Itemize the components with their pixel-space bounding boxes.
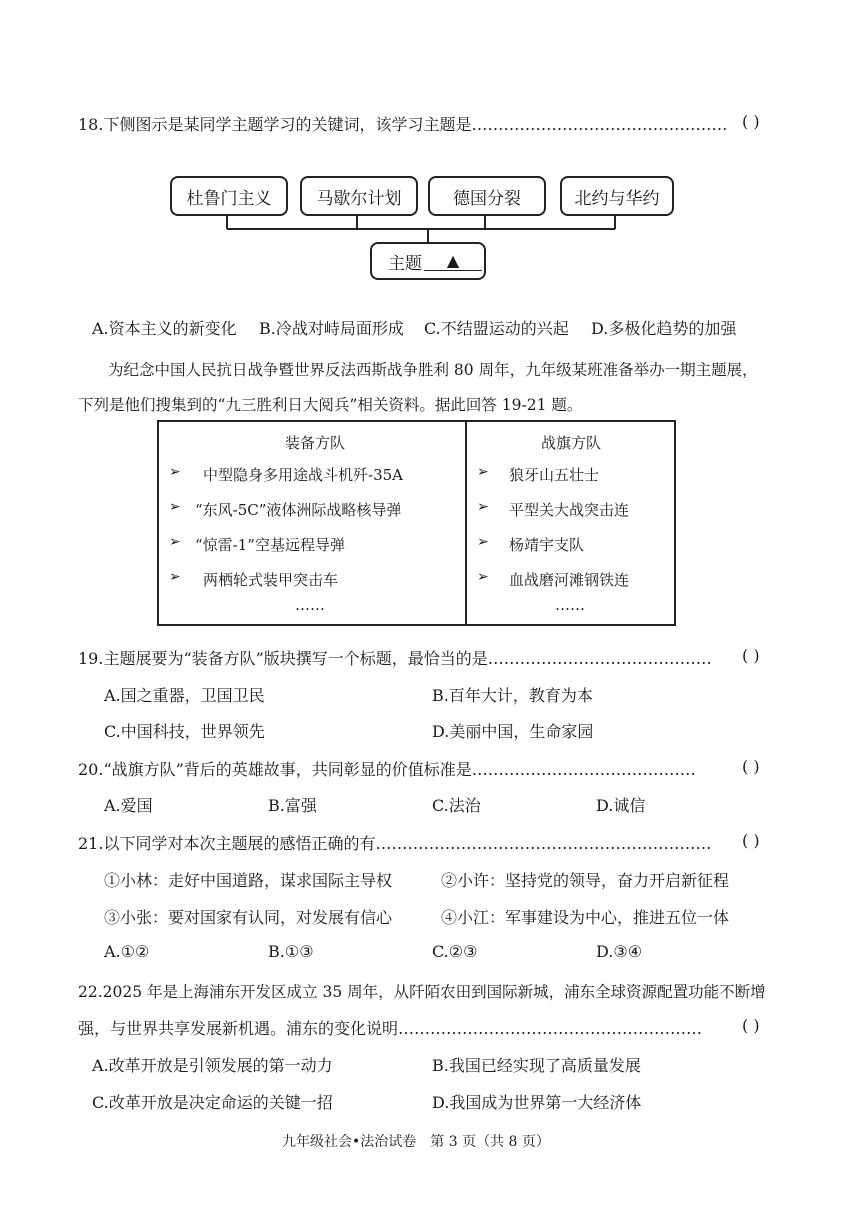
q19-stem: 19.主题展要为“装备方队”版块撰写一个标题，最恰当的是…………………………………… bbox=[78, 649, 712, 668]
flag-item: 杨靖宇支队 bbox=[509, 536, 585, 554]
equipment-item: 两栖轮式装甲突击车 bbox=[203, 571, 339, 589]
q22-option-b: B.我国已经实现了高质量发展 bbox=[432, 1056, 641, 1075]
bullet-arrow-icon: ➢ bbox=[169, 464, 181, 480]
bullet-arrow-icon: ➢ bbox=[169, 499, 181, 515]
q19-option-b: B.百年大计，教育为本 bbox=[432, 686, 593, 705]
flag-header: 战旗方队 bbox=[541, 434, 602, 452]
q20-answer-paren: ( ) bbox=[742, 757, 760, 776]
parade-table bbox=[157, 420, 676, 626]
equipment-item: 中型隐身多用途战斗机歼-35A bbox=[203, 466, 403, 484]
flag-item: 狼牙山五壮士 bbox=[509, 466, 600, 484]
table-divider bbox=[465, 422, 467, 624]
q21-option-c: C.②③ bbox=[432, 942, 478, 961]
flag-ellipsis: …… bbox=[555, 596, 585, 614]
q22-stem-line-1: 22.2025 年是上海浦东开发区成立 35 周年，从阡陌农田到国际新城，浦东全球资源配置功能不断增 bbox=[78, 983, 766, 1001]
bullet-arrow-icon: ➢ bbox=[477, 499, 489, 515]
q18-option-a: A.资本主义的新变化 bbox=[92, 319, 237, 338]
bullet-arrow-icon: ➢ bbox=[477, 569, 489, 585]
q22-option-d: D.我国成为世界第一大经济体 bbox=[432, 1093, 642, 1112]
equipment-item: “惊雷-1”空基远程导弹 bbox=[195, 536, 345, 554]
q19-option-c: C.中国科技，世界领先 bbox=[104, 722, 265, 741]
page-footer: 九年级社会•法治试卷 第 3 页（共 8 页） bbox=[282, 1134, 550, 1150]
q19-option-d: D.美丽中国，生命家园 bbox=[432, 722, 594, 741]
q21-statement-1: ①小林：走好中国道路，谋求国际主导权 bbox=[104, 871, 393, 890]
equipment-header: 装备方队 bbox=[285, 434, 346, 452]
q21-option-d: D.③④ bbox=[596, 942, 643, 961]
q20-stem: 20.“战旗方队”背后的英雄故事，共同彰显的价值标准是…………………………………… bbox=[78, 760, 696, 779]
q21-answer-paren: ( ) bbox=[742, 831, 760, 850]
q21-statement-2: ②小许：坚持党的领导，奋力开启新征程 bbox=[441, 871, 730, 890]
q21-statement-3: ③小张：要对国家有认同，对发展有信心 bbox=[104, 908, 393, 927]
q21-stem: 21.以下同学对本次主题展的感悟正确的有……………………………………………………… bbox=[78, 834, 712, 853]
q18-option-c: C.不结盟运动的兴起 bbox=[424, 319, 569, 338]
keyword-box-4: 北约与华约 bbox=[560, 176, 674, 216]
q20-option-d: D.诚信 bbox=[596, 796, 646, 815]
bullet-arrow-icon: ➢ bbox=[477, 534, 489, 550]
flag-item: 平型关大战突击连 bbox=[509, 501, 630, 519]
q20-option-b: B.富强 bbox=[268, 796, 317, 815]
keyword-box-1: 杜鲁门主义 bbox=[170, 176, 288, 216]
bullet-arrow-icon: ➢ bbox=[169, 534, 181, 550]
q20-option-a: A.爱国 bbox=[104, 796, 153, 815]
q18-option-d: D.多极化趋势的加强 bbox=[591, 319, 737, 338]
topic-label: 主题 bbox=[388, 253, 422, 274]
topic-blank bbox=[424, 252, 482, 271]
q21-option-b: B.①③ bbox=[268, 942, 314, 961]
equipment-item: “东风-5C”液体洲际战略核导弹 bbox=[195, 501, 402, 519]
q22-answer-paren: ( ) bbox=[742, 1016, 760, 1035]
bullet-arrow-icon: ➢ bbox=[477, 464, 489, 480]
q22-stem-line-2: 强，与世界共享发展新机遇。浦东的变化说明………………………………………………… bbox=[78, 1019, 703, 1038]
intro-line-1: 为纪念中国人民抗日战争暨世界反法西斯战争胜利 80 周年，九年级某班准备举办一期主题展， bbox=[108, 361, 758, 379]
q20-option-c: C.法治 bbox=[432, 796, 481, 815]
q19-option-a: A.国之重器，卫国卫民 bbox=[104, 686, 265, 705]
q22-option-a: A.改革开放是引领发展的第一动力 bbox=[92, 1056, 333, 1075]
bullet-arrow-icon: ➢ bbox=[169, 569, 181, 585]
topic-box bbox=[370, 242, 486, 280]
q19-answer-paren: ( ) bbox=[742, 646, 760, 665]
q21-statement-4: ④小江：军事建设为中心，推进五位一体 bbox=[441, 908, 730, 927]
keyword-box-3: 德国分裂 bbox=[428, 176, 546, 216]
keyword-box-2: 马歇尔计划 bbox=[300, 176, 418, 216]
equipment-ellipsis: …… bbox=[295, 596, 325, 614]
q18-option-b: B.冷战对峙局面形成 bbox=[259, 319, 404, 338]
flag-item: 血战磨河滩钢铁连 bbox=[509, 571, 630, 589]
q22-option-c: C.改革开放是决定命运的关键一招 bbox=[92, 1093, 333, 1112]
intro-line-2: 下列是他们搜集到的“九三胜利日大阅兵”相关资料。据此回答 19-21 题。 bbox=[78, 396, 583, 414]
q21-option-a: A.①② bbox=[104, 942, 150, 961]
q18-stem: 18.下侧图示是某同学主题学习的关键词，该学习主题是………………………………………… bbox=[78, 115, 728, 134]
q18-answer-paren: ( ) bbox=[742, 112, 760, 131]
triangle-icon: ▲ bbox=[446, 250, 460, 270]
